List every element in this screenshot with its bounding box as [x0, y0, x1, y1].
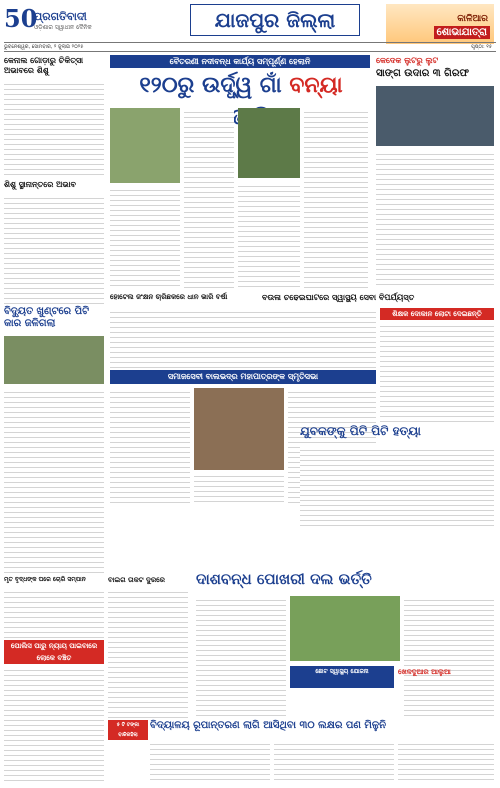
dateline-text: ଭୁବନେଶ୍ୱର, ସୋମବାର, ୨ ଜୁଲାଇ ୨୦୨୫	[4, 44, 84, 50]
left-mid-headline: ଶିଶୁ ସ୍ଥାନାନ୍ତରେ ଅଭାବ	[4, 180, 77, 189]
memorial-body-3	[194, 472, 284, 503]
money-kicker: ୫ ଟି ଟଙ୍କା ବାକିରହିଲା	[108, 720, 148, 740]
right-top-kicker: କେଦେକ ଲୁଟରୁ ଲୁଟ	[376, 56, 438, 65]
mid-body	[110, 308, 376, 368]
pond-headline: ଦାଶବନ୍ଧ ପୋଖରୀ ଦଲ ଭର୍ତ୍ତି	[196, 570, 372, 588]
logo-number: 50	[4, 4, 38, 33]
police-body	[4, 666, 104, 784]
main-kicker: ବୈତରଣୀ ନଦୀବନ୍ଧ କାର୍ଯ୍ୟ ସମ୍ପୂର୍ଣ୍ଣ ହେଲାନି	[110, 55, 370, 68]
flood-photo-1	[110, 108, 180, 183]
ad-line-2: ଶୋଭାଯାତ୍ରା	[434, 26, 490, 39]
bottom-left-mid-body	[108, 588, 188, 718]
memorial-photo	[194, 388, 284, 470]
school-body-2	[274, 740, 394, 784]
hotel-banner: ହୋଟେଲ ଜଂକ୍ଷନ ଚାରିଛକରେ ଧାନ ଭାରି ବର୍ଷା	[110, 293, 228, 301]
bottom-right-body	[398, 740, 494, 784]
newspaper-logo	[4, 4, 124, 40]
bottom-left-kicker: ମୃତ ବୃଦ୍ଧଙ୍କ ଘରେ ଚୋରି ସମ୍ପାନ	[4, 576, 86, 583]
main-body-col-0	[110, 186, 180, 288]
school-headline: ବିଦ୍ୟାଳୟ ରୂପାନ୍ତରଣ ଲାଗି ଆସିଥିବା ୩୦ ଲକ୍ଷର ପଣ ମିଳୁନି	[150, 720, 386, 731]
memorial-body-1	[110, 388, 190, 503]
memorial-headline: ସମାଜସେବୀ ବାଲଭଦ୍ର ମହାପାତ୍ରଙ୍କ ସ୍ମୃତିସଭା	[110, 370, 376, 384]
accused-photo	[376, 86, 494, 146]
electric-pole-headline: ବିଦ୍ୟୁତ ଖୁଣ୍ଟରେ ପିଟି କାର ଜଳିଗଲା	[4, 306, 90, 329]
left-top-body	[4, 80, 104, 176]
left-lower-body	[4, 388, 104, 574]
flood-photo-2	[238, 108, 300, 178]
main-body-col-2	[238, 182, 300, 288]
pond-photo	[290, 596, 400, 661]
pond-body-2	[404, 596, 494, 716]
school-body-1	[150, 740, 270, 784]
left-mid-body	[4, 194, 104, 304]
paper-name: ପ୍ରଗତିବାଦୀ	[34, 10, 87, 23]
pond-body-1	[196, 596, 286, 716]
main-body-col-1	[184, 108, 234, 288]
left-top-headline: କେନାଲ ଗୋଡ଼ାରୁ ଚିକିତ୍ସା ଅଭାବରେ ଶିଶୁ	[4, 56, 84, 75]
main-headline-part-a: ୧୨୦ରୁ ଉର୍ଦ୍ଧ୍ୱ ଗାଁ	[139, 73, 282, 98]
bottom-left-body	[4, 588, 104, 638]
teacher-shop-headline: ଶିକ୍ଷକ ଦୋକାନ ଲୋଟା ଦେଇଛନ୍ତି	[380, 308, 494, 320]
festival-ad	[386, 4, 494, 44]
dateline	[4, 42, 496, 52]
murder-body	[300, 446, 494, 526]
main-headline	[110, 70, 372, 104]
ad-line-1: କାଳିଆର	[457, 14, 488, 24]
bottom-right-kicker: ଖେଳଦୁଆର ଆଲୁଆ	[398, 668, 451, 676]
health-scheme-box: ଛୋଟ ସ୍ୱାସ୍ଥ୍ୟ ଯୋଜନା	[290, 666, 394, 688]
paper-tagline: ଓଡ଼ିଶାର ସ୍ୱାଧୀନ ଦୈନିକ	[34, 24, 92, 31]
car-accident-photo	[4, 336, 104, 384]
right-top-headline: ସାଙ୍ଗ ଉଦାର ୩ ଗିରଫ	[376, 68, 469, 79]
main-headline-part-b: ବନ୍ୟା	[289, 73, 343, 98]
right-top-body	[376, 150, 494, 288]
district-title: ଯାଜପୁର ଜିଲ୍ଲା	[190, 4, 360, 36]
police-headline: ପୋଲିସ ପାରୁ ନ୍ୟାୟ ପାଇବାରେ ଲୋକେ ବଞ୍ଚିତ	[4, 640, 104, 664]
bottom-left-mid-headline: ବାଇଗ ତାକଟ ଦୁରରେ	[108, 576, 165, 584]
murder-headline: ଯୁବକଙ୍କୁ ପିଟି ପିଟି ହତ୍ୟା	[300, 424, 421, 438]
right-mid-body	[380, 322, 494, 422]
health-banner: ବଉଳା ଚଢେଇଘାଟରେ ସ୍ୱାସ୍ଥ୍ୟ ସେବା ବିପର୍ଯ୍ୟସ୍ତ	[262, 293, 415, 302]
page-number: ପୃଷ୍ଠା: ୧୫	[471, 44, 492, 50]
main-body-col-3	[304, 108, 368, 288]
